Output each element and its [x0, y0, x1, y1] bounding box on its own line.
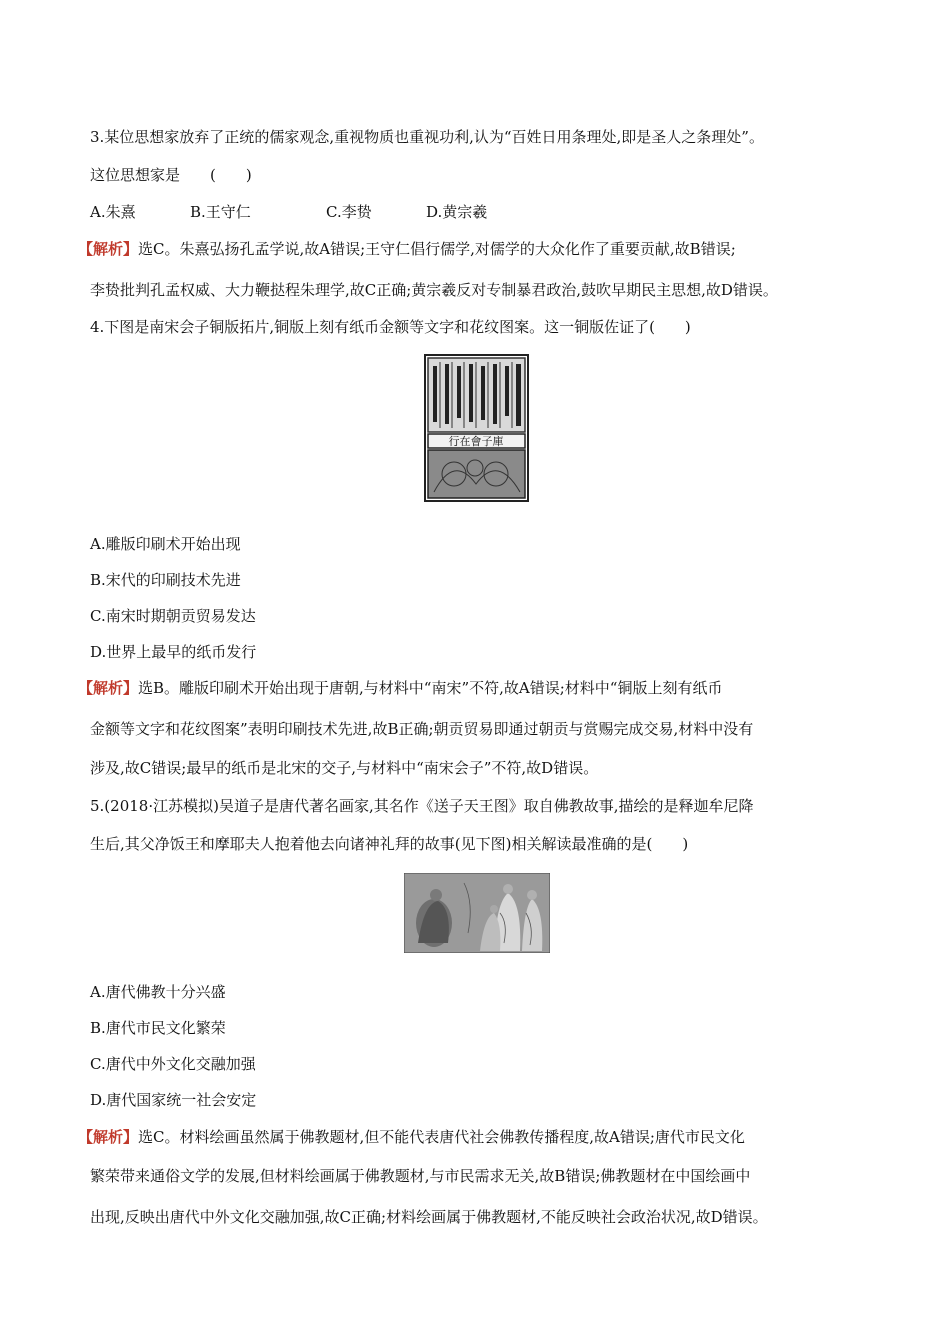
q5-option-b: B.唐代市民文化繁荣: [90, 1019, 226, 1037]
q3-stem-line1: 3.某位思想家放弃了正统的儒家观念,重视物质也重视功利,认为“百姓日用条理处,即是圣人之条理处”。: [90, 128, 764, 146]
q5-option-a: A.唐代佛教十分兴盛: [90, 983, 226, 1001]
q3-analysis-line1: [78, 238, 736, 260]
plate-band-text: 行在會子庫: [448, 435, 504, 448]
q3-stem-line2: 这位思想家是 ( ): [90, 166, 252, 184]
q5-analysis-line1: [78, 1126, 745, 1148]
q4-option-b: B.宋代的印刷技术先进: [90, 571, 241, 589]
q3-option-d: D.黄宗羲: [426, 203, 488, 221]
q4-analysis-line3: 涉及,故C错误;最早的纸币是北宋的交子,与材料中“南宋会子”不符,故D错误。: [90, 759, 599, 777]
analysis-tag: 【解析】: [78, 1128, 139, 1146]
painting-songzi-tianwang-image: [404, 873, 550, 953]
q5-analysis-line3: 出现,反映出唐代中外文化交融加强,故C正确;材料绘画属于佛教题材,不能反映社会政治状况,故D错误。: [90, 1208, 768, 1226]
q5-analysis-line2: 繁荣带来通俗文学的发展,但材料绘画属于佛教题材,与市民需求无关,故B错误;佛教题材在中国绘画中: [90, 1167, 751, 1185]
q4-analysis-text1: 选B。雕版印刷术开始出现于唐朝,与材料中“南宋”不符,故A错误;材料中“铜版上刻有纸币: [138, 679, 723, 697]
q3-option-a: A.朱熹: [90, 203, 136, 221]
q5-analysis-text1: 选C。材料绘画虽然属于佛教题材,但不能代表唐代社会佛教传播程度,故A错误;唐代市民文化: [138, 1128, 745, 1146]
q4-option-c: C.南宋时期朝贡贸易发达: [90, 607, 256, 625]
q3-analysis-line2: 李贽批判孔孟权威、大力鞭挞程朱理学,故C正确;黄宗羲反对专制暴君政治,鼓吹早期民主思想,故D错误。: [90, 281, 778, 299]
q3-option-c: C.李贽: [326, 203, 372, 221]
q4-stem: 4.下图是南宋会子铜版拓片,铜版上刻有纸币金额等文字和花纹图案。这一铜版佐证了( ): [90, 318, 691, 336]
q4-option-d: D.世界上最早的纸币发行: [90, 643, 257, 661]
huizi-plate-rubbing-image: [424, 354, 529, 502]
q3-option-b: B.王守仁: [190, 203, 251, 221]
q5-stem-line2: 生后,其父净饭王和摩耶夫人抱着他去向诸神礼拜的故事(见下图)相关解读最准确的是( ): [90, 835, 689, 853]
q5-option-c: C.唐代中外文化交融加强: [90, 1055, 256, 1073]
analysis-tag: 【解析】: [78, 240, 139, 258]
q4-analysis-line2: 金额等文字和花纹图案”表明印刷技术先进,故B正确;朝贡贸易即通过朝贡与赏赐完成交易,材料中没有: [90, 720, 754, 738]
q4-option-a: A.雕版印刷术开始出现: [90, 535, 241, 553]
analysis-tag: 【解析】: [78, 679, 139, 697]
q3-options: [90, 201, 487, 223]
q3-analysis-text1: 选C。朱熹弘扬孔孟学说,故A错误;王守仁倡行儒学,对儒学的大众化作了重要贡献,故B错误;: [138, 240, 736, 258]
q5-option-d: D.唐代国家统一社会安定: [90, 1091, 257, 1109]
q5-stem-line1: 5.(2018·江苏模拟)吴道子是唐代著名画家,其名作《送子天王图》取自佛教故事,描绘的是释迦牟尼降: [90, 797, 754, 815]
q4-analysis-line1: [78, 677, 722, 699]
